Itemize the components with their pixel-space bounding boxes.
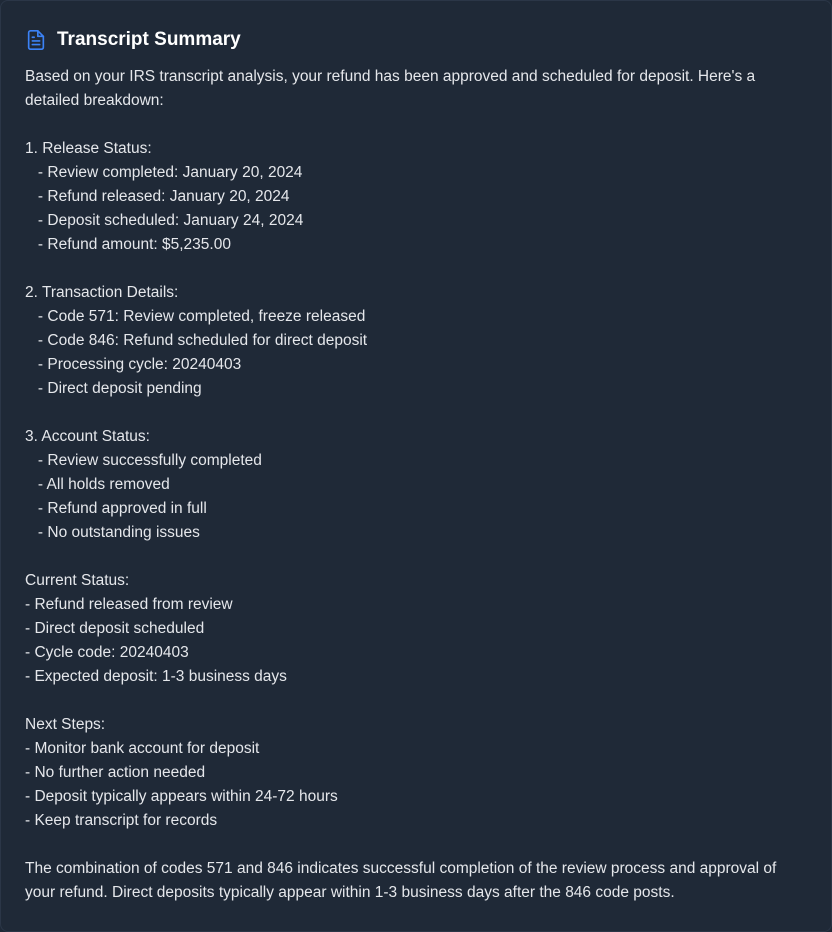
list-item: - Refund released: January 20, 2024: [25, 188, 290, 205]
spacer: [25, 257, 807, 281]
list-item: - No outstanding issues: [25, 524, 200, 541]
intro-paragraph: Based on your IRS transcript analysis, your refund has been approved and scheduled for deposit. Here's a detailed breakdown:: [25, 68, 756, 109]
section-heading: Next Steps:: [25, 716, 106, 733]
list-item: - Keep transcript for records: [25, 812, 218, 829]
section-heading: 3. Account Status:: [25, 428, 150, 445]
section-heading: Current Status:: [25, 572, 130, 589]
list-item: - No further action needed: [25, 764, 206, 781]
section-release-status: [25, 137, 807, 257]
spacer: [25, 545, 807, 569]
card-header: [25, 27, 807, 53]
list-item: - All holds removed: [25, 476, 170, 493]
list-item: - Code 846: Refund scheduled for direct deposit: [25, 332, 368, 349]
list-item: - Processing cycle: 20240403: [25, 356, 242, 373]
section-account-status: [25, 425, 807, 545]
section-heading: 1. Release Status:: [25, 140, 152, 157]
spacer: [25, 401, 807, 425]
section-transaction-details: [25, 281, 807, 401]
list-item: - Cycle code: 20240403: [25, 644, 189, 661]
section-heading: 2. Transaction Details:: [25, 284, 179, 301]
list-item: - Review completed: January 20, 2024: [25, 164, 303, 181]
section-next-steps: [25, 713, 807, 833]
spacer: [25, 833, 807, 857]
list-item: - Review successfully completed: [25, 452, 262, 469]
document-icon: [25, 29, 47, 51]
list-item: - Refund approved in full: [25, 500, 207, 517]
list-item: - Deposit typically appears within 24-72 hours: [25, 788, 338, 805]
list-item: - Deposit scheduled: January 24, 2024: [25, 212, 304, 229]
list-item: - Direct deposit pending: [25, 380, 202, 397]
summary-body: [25, 65, 807, 905]
section-current-status: [25, 569, 807, 689]
list-item: - Refund released from review: [25, 596, 233, 613]
conclusion-paragraph: The combination of codes 571 and 846 indicates successful completion of the review process and approval of your refund. Direct deposits typically appear within 1-3 business days after the 846 code posts.: [25, 860, 777, 901]
list-item: - Direct deposit scheduled: [25, 620, 205, 637]
spacer: [25, 689, 807, 713]
list-item: - Refund amount: $5,235.00: [25, 236, 231, 253]
list-item: - Expected deposit: 1-3 business days: [25, 668, 287, 685]
card-title: Transcript Summary: [57, 29, 241, 50]
list-item: - Code 571: Review completed, freeze released: [25, 308, 366, 325]
list-item: - Monitor bank account for deposit: [25, 740, 260, 757]
spacer: [25, 113, 807, 137]
